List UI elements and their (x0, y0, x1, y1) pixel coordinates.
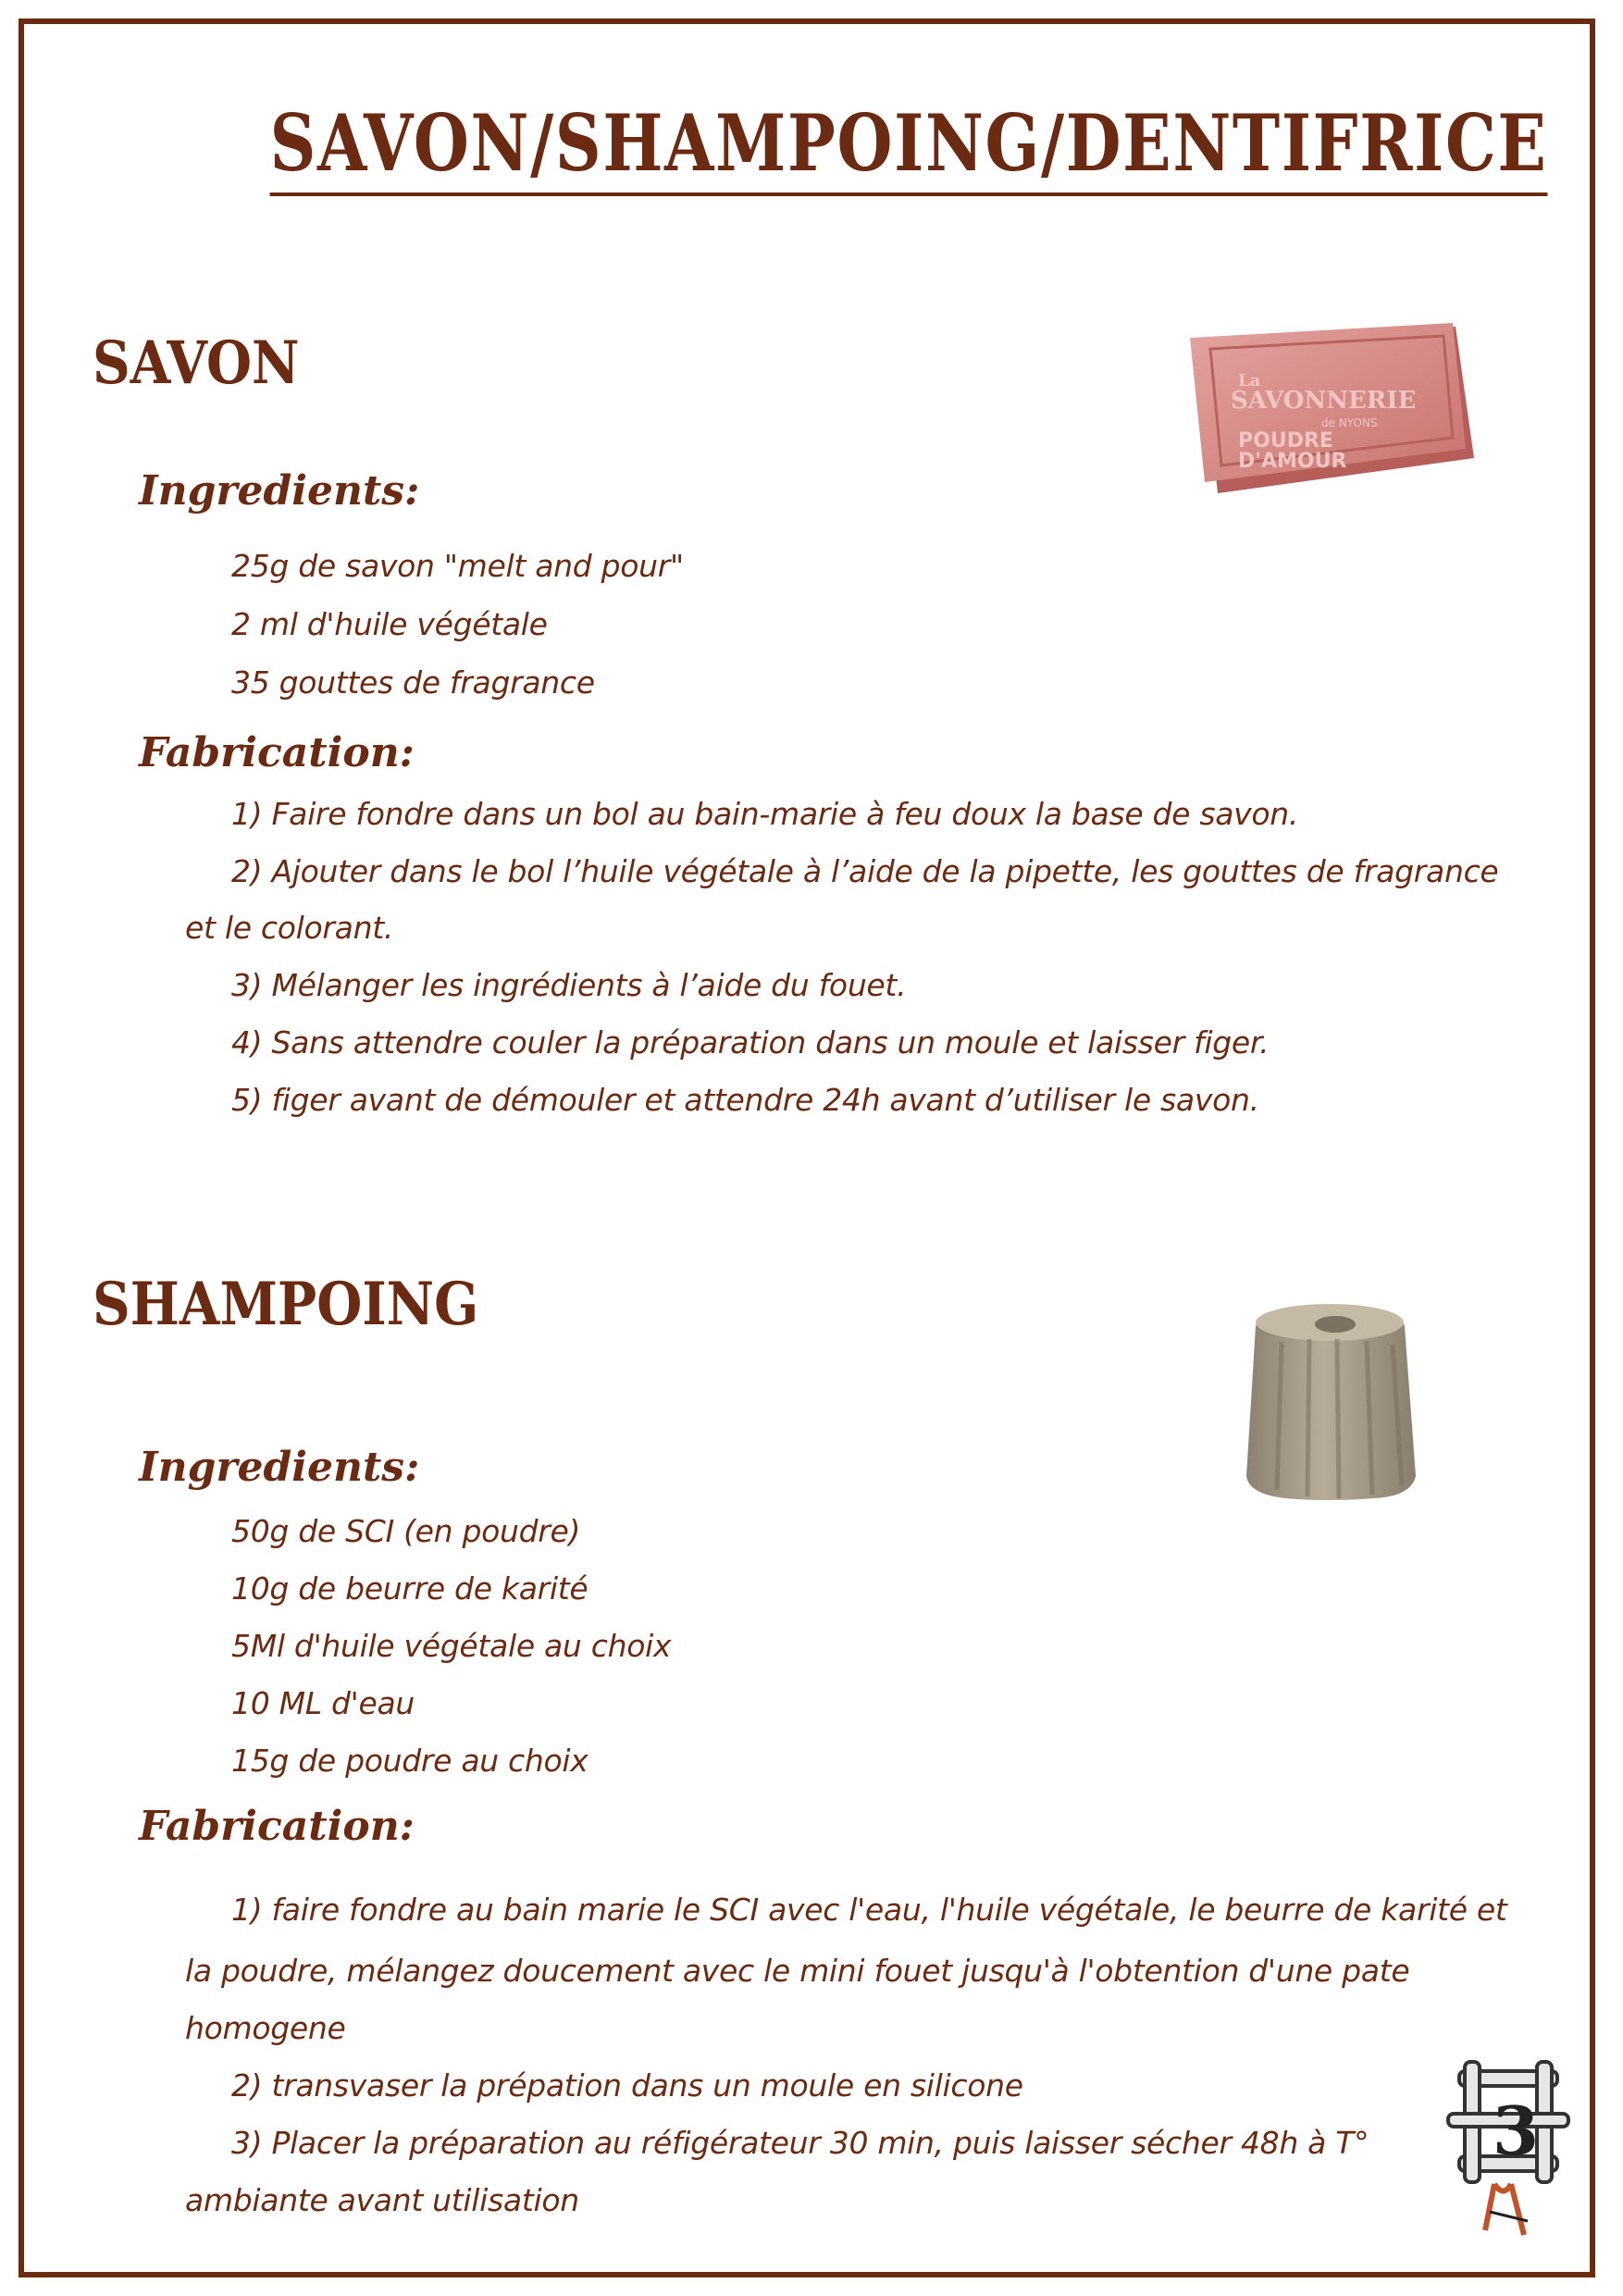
savon-step-2: 2) Ajouter dans le bol l’huile végétale à l’aide de la pipette, les gouttes de fragrance (231, 853, 1499, 889)
shampoing-step-1-cont: la poudre, mélangez doucement avec le mini fouet jusqu'à l'obtention d'une pate (185, 1953, 1410, 1989)
svg-text:3: 3 (1493, 2091, 1540, 2170)
shampoing-step-3: 3) Placer la préparation au réfigérateur 30 min, puis laisser sécher 48h à T° (231, 2125, 1369, 2161)
savon-ingredient-2: 2 ml d'huile végétale (231, 606, 548, 642)
section-heading-savon: SAVON (93, 329, 300, 398)
shampoing-step-2: 2) transvaser la prépation dans un moule en silicone (231, 2067, 1023, 2104)
shampoing-ingredient-2: 10g de beurre de karité (231, 1570, 588, 1607)
shampoing-ingredient-5: 15g de poudre au choix (231, 1743, 588, 1779)
soap-product-2: D'AMOUR (1238, 450, 1347, 473)
savon-step-3: 3) Mélanger les ingrédients à l’aide du fouet. (231, 967, 907, 1003)
shampoing-fabrication-label: Fabrication: (139, 1803, 415, 1850)
savon-ingredient-3: 35 gouttes de fragrance (231, 664, 595, 701)
savon-step-1: 1) Faire fondre dans un bol au bain-marie à feu doux la base de savon. (231, 796, 1299, 832)
savon-step-4: 4) Sans attendre couler la préparation dans un moule et laisser figer. (231, 1024, 1270, 1061)
shampoing-step-1-cont2: homogene (185, 2010, 346, 2046)
savon-step-5: 5) figer avant de démouler et attendre 24h avant d’utiliser le savon. (231, 1082, 1259, 1118)
shampoo-bar-image (1235, 1291, 1425, 1504)
soap-bar-image (1183, 319, 1479, 500)
shampoing-ingredient-4: 10 ML d'eau (231, 1685, 415, 1721)
shampoing-step-1: 1) faire fondre au bain marie le SCI avec l'eau, l'huile végétale, le beurre de karité et (231, 1892, 1507, 1928)
soap-location: de NYONS (1321, 416, 1378, 429)
soap-product-1: POUDRE (1238, 429, 1333, 453)
section-heading-shampoing: SHAMPOING (93, 1270, 479, 1339)
shampoing-ingredients-label: Ingredients: (139, 1444, 420, 1491)
page-title: SAVON/SHAMPOING/DENTIFRICE (130, 97, 1499, 196)
shampoing-step-3-cont: ambiante avant utilisation (185, 2182, 579, 2218)
soap-brand-top: La (1238, 371, 1261, 391)
soap-brand: SAVONNERIE (1231, 387, 1417, 415)
savon-step-2-cont: et le colorant. (185, 910, 394, 946)
shampoing-ingredient-1: 50g de SCI (en poudre) (231, 1513, 581, 1549)
savon-ingredient-1: 25g de savon "melt and pour" (231, 548, 684, 584)
savon-ingredients-label: Ingredients: (139, 467, 420, 515)
troop-logo-icon (1439, 2045, 1578, 2249)
shampoing-ingredient-3: 5Ml d'huile végétale au choix (231, 1628, 672, 1664)
savon-fabrication-label: Fabrication: (139, 729, 415, 776)
